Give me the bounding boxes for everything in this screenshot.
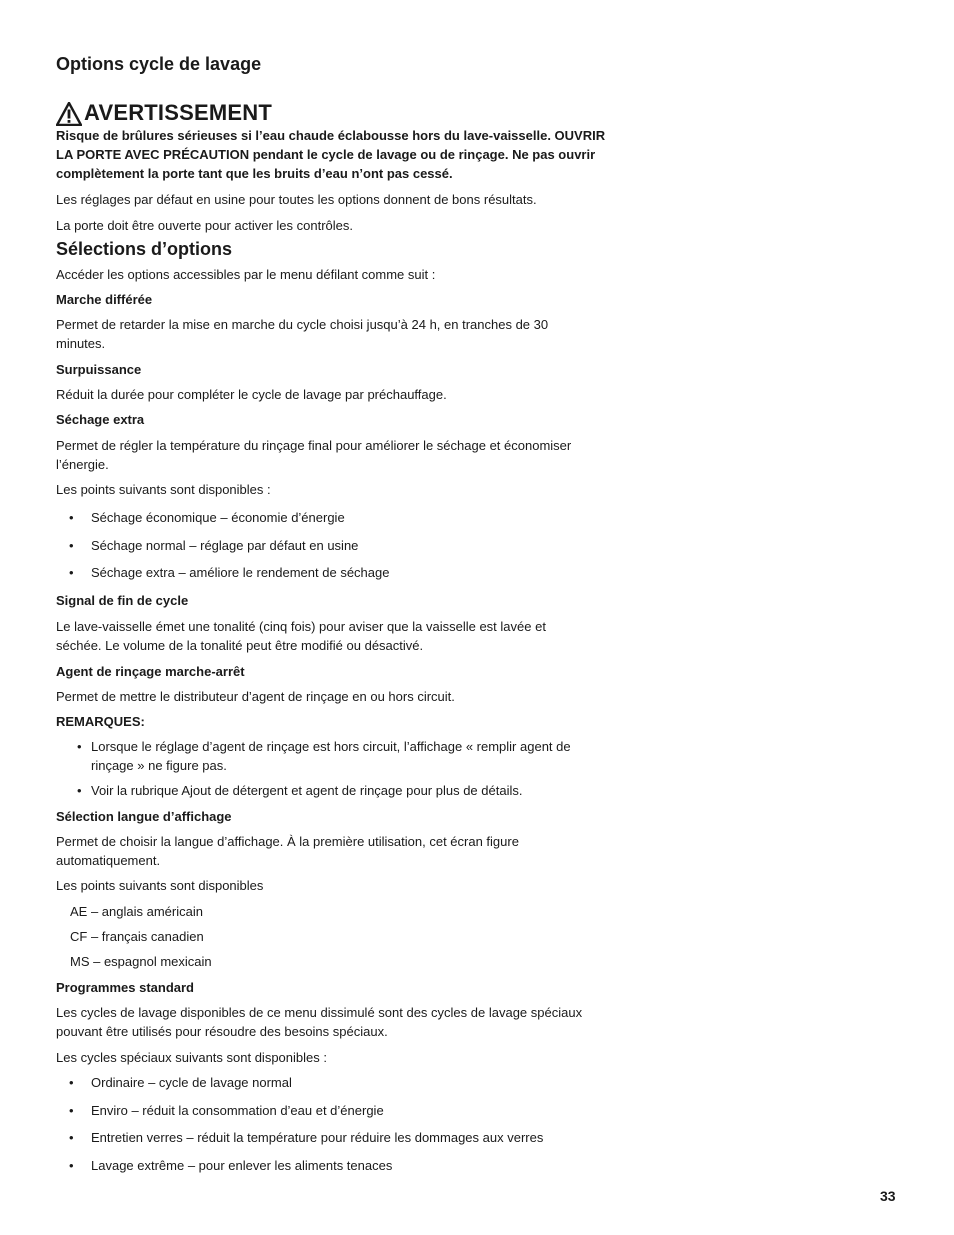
boost-text: Réduit la durée pour compléter le cycle de lavage par préchauffage. (56, 387, 447, 402)
standard-programs-available: Les cycles spéciaux suivants sont disponibles : (56, 1050, 327, 1065)
notes-list (56, 737, 626, 800)
extra-dry-available: Les points suivants sont disponibles : (56, 482, 271, 497)
list-item: • Séchage extra – améliore le rendement de séchage (69, 565, 390, 580)
language-available: Les points suivants sont disponibles (56, 878, 264, 893)
language-option: MS – espagnol mexicain (70, 954, 212, 969)
warning-text-line: LA PORTE AVEC PRÉCAUTION pendant le cycle de lavage ou de rinçage. Ne pas ouvrir (56, 147, 596, 162)
page-heading: Options cycle de lavage (56, 54, 262, 74)
extra-dry-text: Permet de régler la température du rinçage final pour améliorer le séchage et économiser (56, 438, 572, 453)
extra-dry-title: Séchage extra (56, 412, 145, 427)
rinse-agent-text: Permet de mettre le distributeur d’agent de rinçage en ou hors circuit. (56, 689, 455, 704)
end-signal-text: Le lave-vaisselle émet une tonalité (cinq fois) pour aviser que la vaisselle est lavée et (56, 619, 546, 634)
bullet-icon: • (77, 783, 82, 798)
delay-start-title: Marche différée (56, 292, 153, 307)
extra-dry-list (56, 508, 626, 582)
page-content (56, 52, 626, 1175)
list-item: • Séchage économique – économie d’énergie (69, 510, 345, 525)
list-item: • Lavage extrême – pour enlever les aliments tenaces (69, 1158, 393, 1173)
standard-programs-text: Les cycles de lavage disponibles de ce menu dissimulé sont des cycles de lavage spéciaux (56, 1005, 583, 1020)
page-number: 33 (880, 1188, 896, 1204)
list-item: • Séchage normal – réglage par défaut en usine (69, 538, 359, 553)
bullet-icon: • (69, 1130, 74, 1145)
language-option: AE – anglais américain (70, 904, 203, 919)
warning-header (56, 98, 626, 126)
bullet-icon: • (69, 565, 74, 580)
intro-paragraph: La porte doit être ouverte pour activer les contrôles. (56, 218, 353, 233)
list-item: • Ordinaire – cycle de lavage normal (69, 1075, 292, 1090)
warning-triangle-icon (56, 102, 82, 126)
delay-start-text: minutes. (56, 336, 106, 351)
rinse-agent-title: Agent de rinçage marche-arrêt (56, 664, 245, 679)
list-item: • Enviro – réduit la consommation d’eau et d’énergie (69, 1103, 384, 1118)
selections-title: Sélections d’options (56, 239, 233, 259)
list-item: • Entretien verres – réduit la température pour réduire les dommages aux verres (69, 1130, 544, 1145)
bullet-icon: • (77, 739, 82, 754)
boost-title: Surpuissance (56, 362, 142, 377)
intro-paragraph: Les réglages par défaut en usine pour toutes les options donnent de bons résultats. (56, 192, 537, 207)
standard-programs-title: Programmes standard (56, 980, 194, 995)
bullet-icon: • (69, 1158, 74, 1173)
bullet-icon: • (69, 1103, 74, 1118)
language-text: Permet de choisir la langue d’affichage. À la première utilisation, cet écran figure (56, 834, 519, 849)
end-signal-title: Signal de fin de cycle (56, 593, 189, 608)
notes-title: REMARQUES: (56, 714, 145, 729)
extra-dry-text: l’énergie. (56, 457, 109, 472)
bullet-icon: • (69, 1075, 74, 1090)
warning-text-line: complètement la porte tant que les bruits d’eau n’ont pas cessé. (56, 166, 453, 181)
language-title: Sélection langue d’affichage (56, 809, 232, 824)
list-item: • Voir la rubrique Ajout de détergent et agent de rinçage pour plus de détails. (77, 783, 523, 798)
warning-title: AVERTISSEMENT (84, 100, 272, 125)
standard-programs-text: pouvant être utilisés pour résoudre des besoins spéciaux. (56, 1024, 388, 1039)
standard-programs-list (56, 1073, 626, 1175)
end-signal-text: séchée. Le volume de la tonalité peut être modifié ou désactivé. (56, 638, 424, 653)
selections-intro: Accéder les options accessibles par le menu défilant comme suit : (56, 267, 436, 282)
delay-start-text: Permet de retarder la mise en marche du cycle choisi jusqu’à 24 h, en tranches de 30 (56, 317, 549, 332)
language-option: CF – français canadien (70, 929, 204, 944)
bullet-icon: • (69, 538, 74, 553)
list-item: • Lorsque le réglage d’agent de rinçage est hors circuit, l’affichage « remplir agent de rinçage » ne figure pas. (77, 739, 571, 773)
language-text: automatiquement. (56, 853, 161, 868)
warning-text-line: Risque de brûlures sérieuses si l’eau chaude éclabousse hors du lave-vaisselle. OUVRIR (56, 128, 606, 143)
bullet-icon: • (69, 510, 74, 525)
